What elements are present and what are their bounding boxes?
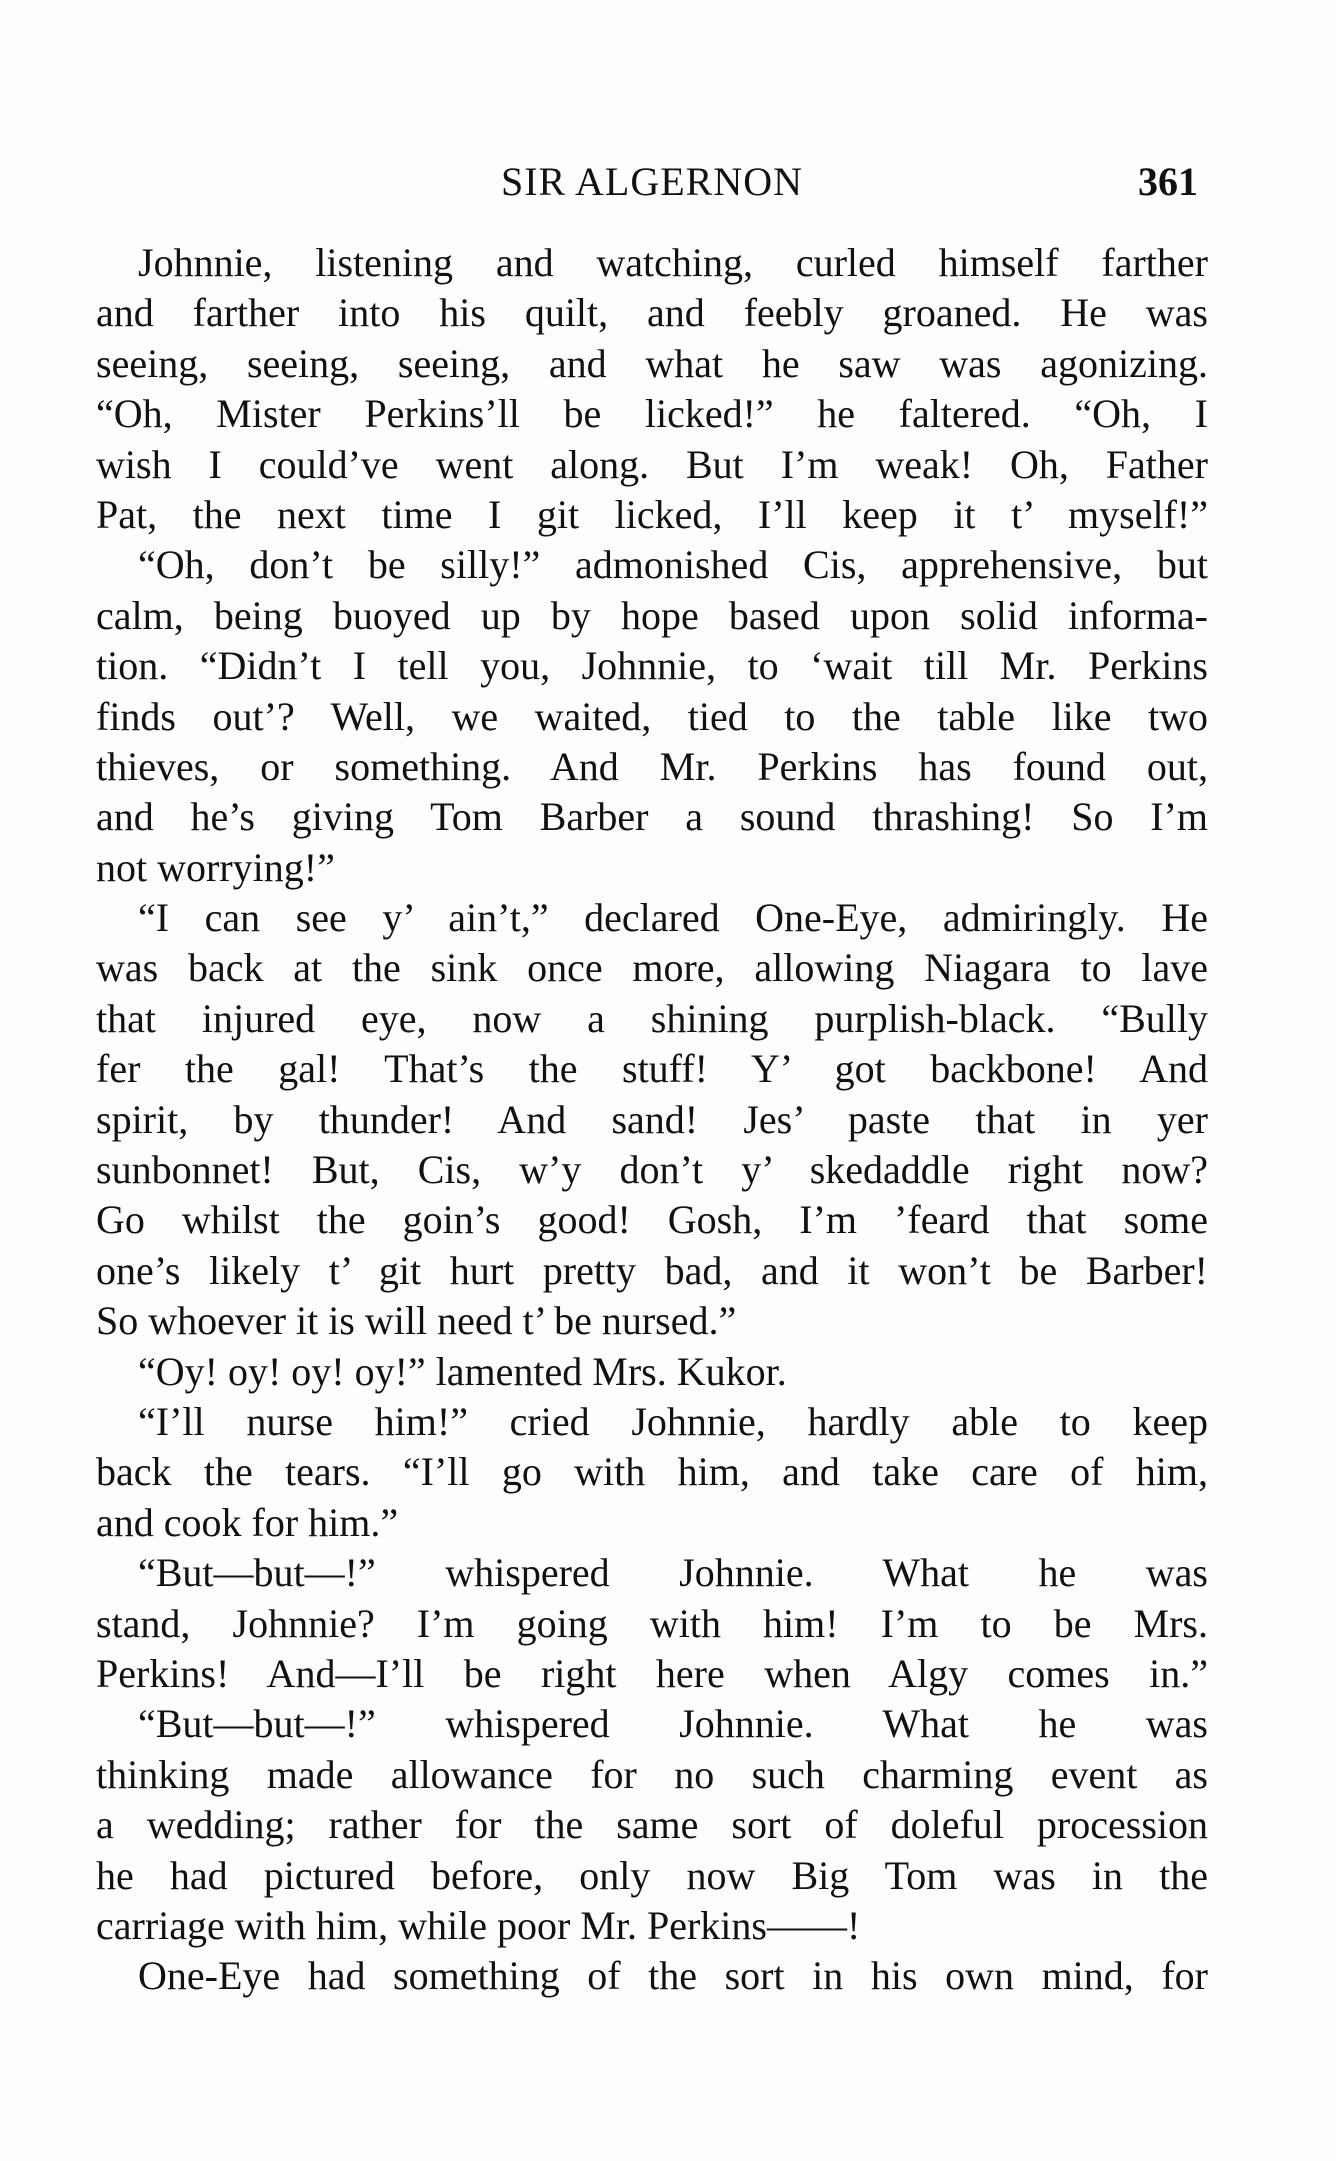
- text-line: seeing, seeing, seeing, and what he saw was agonizing.: [96, 340, 1208, 386]
- text-line: and he’s giving Tom Barber a sound thrashing! So I’m: [96, 794, 1208, 840]
- text-line: a wedding; rather for the same sort of doleful procession: [96, 1802, 1208, 1848]
- text-line: “I can see y’ ain’t,” declared One-Eye, admiringly. He: [138, 895, 1208, 941]
- text-line: “Oh, don’t be silly!” admonished Cis, apprehensive, but: [138, 542, 1208, 588]
- text-line: calm, being buoyed up by hope based upon solid informa-: [96, 592, 1208, 638]
- body-text: [96, 238, 1208, 2002]
- running-header: [96, 158, 1208, 218]
- text-line: stand, Johnnie? I’m going with him! I’m to be Mrs.: [96, 1600, 1208, 1646]
- text-line: “I’ll nurse him!” cried Johnnie, hardly able to keep: [138, 1398, 1208, 1444]
- text-line: back the tears. “I’ll go with him, and take care of him,: [96, 1449, 1208, 1495]
- text-line: he had pictured before, only now Big Tom was in the: [96, 1852, 1208, 1898]
- text-line: “Oy! oy! oy! oy!” lamented Mrs. Kukor.: [138, 1348, 787, 1394]
- text-line: not worrying!”: [96, 844, 335, 890]
- text-line: sunbonnet! But, Cis, w’y don’t y’ skedaddle right now?: [96, 1147, 1208, 1193]
- text-line: spirit, by thunder! And sand! Jes’ paste that in yer: [96, 1096, 1208, 1142]
- text-line: that injured eye, now a shining purplish-black. “Bully: [96, 995, 1208, 1041]
- text-line: carriage with him, while poor Mr. Perkins——!: [96, 1902, 861, 1948]
- text-line: tion. “Didn’t I tell you, Johnnie, to ‘wait till Mr. Perkins: [96, 643, 1208, 689]
- text-line: fer the gal! That’s the stuff! Y’ got backbone! And: [96, 1046, 1208, 1092]
- text-line: One-Eye had something of the sort in his own mind, for: [138, 1953, 1208, 1999]
- text-line: “Oh, Mister Perkins’ll be licked!” he faltered. “Oh, I: [96, 391, 1208, 437]
- text-line: and cook for him.”: [96, 1499, 399, 1545]
- text-line: one’s likely t’ git hurt pretty bad, and it won’t be Barber!: [96, 1247, 1208, 1293]
- text-line: “But—but—!” whispered Johnnie. What he was: [138, 1701, 1208, 1747]
- text-line: was back at the sink once more, allowing Niagara to lave: [96, 945, 1208, 991]
- text-line: So whoever it is will need t’ be nursed.”: [96, 1298, 737, 1344]
- text-line: Perkins! And—I’ll be right here when Algy comes in.”: [96, 1650, 1208, 1696]
- text-line: Go whilst the goin’s good! Gosh, I’m ’feard that some: [96, 1197, 1208, 1243]
- text-line: and farther into his quilt, and feebly groaned. He was: [96, 290, 1208, 336]
- running-title: SIR ALGERNON: [500, 159, 804, 204]
- page-number: 361: [1138, 159, 1198, 204]
- text-line: Pat, the next time I git licked, I’ll keep it t’ myself!”: [96, 491, 1208, 537]
- text-line: Johnnie, listening and watching, curled himself farther: [138, 240, 1208, 285]
- text-line: thinking made allowance for no such charming event as: [96, 1751, 1208, 1797]
- text-line: thieves, or something. And Mr. Perkins has found out,: [96, 743, 1208, 789]
- text-line: “But—but—!” whispered Johnnie. What he was: [138, 1550, 1208, 1596]
- text-line: finds out’? Well, we waited, tied to the table like two: [96, 693, 1208, 739]
- text-line: wish I could’ve went along. But I’m weak! Oh, Father: [96, 441, 1208, 487]
